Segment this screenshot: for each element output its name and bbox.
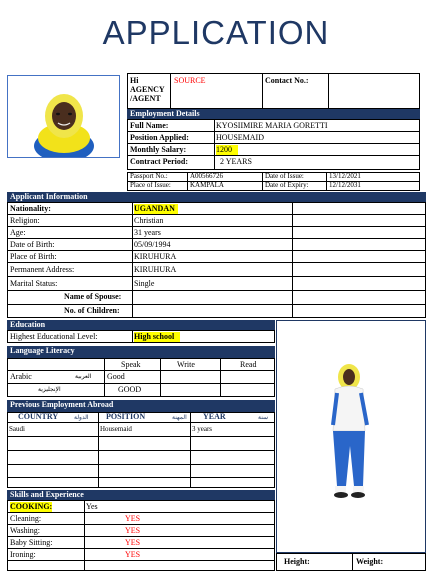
full-body-image — [277, 321, 425, 552]
prev-col-year-ar: سنة — [258, 415, 269, 421]
spouse-label: Name of Spouse: — [64, 292, 122, 301]
age-label: Age: — [10, 228, 26, 237]
lang-col-write: Write — [177, 360, 195, 369]
lang-arabic-ar: العربية — [75, 374, 92, 380]
expiry-date-value: 12/12/2031 — [329, 181, 361, 189]
passport-no-value: A00566726 — [190, 172, 224, 180]
children-label: No. of Children: — [64, 306, 120, 315]
applicant-headshot — [7, 75, 120, 158]
place-of-issue-value: KAMPALA — [190, 181, 224, 189]
prev-col-position: POSITION — [106, 412, 146, 421]
salary-value: 1200 — [216, 145, 238, 155]
contact-label: Contact No.: — [265, 76, 309, 85]
skill-babysitting-value: YES — [125, 538, 141, 547]
religion-label: Religion: — [10, 216, 40, 225]
dob-value: 05/09/1994 — [134, 240, 171, 249]
lang-english-speak: GOOD — [118, 385, 142, 394]
nationality-label: Nationality: — [10, 204, 51, 213]
dob-label: Date of Birth: — [10, 240, 55, 249]
skills-header: Skills and Experience — [7, 490, 275, 500]
prev-col-position-ar: المهنة — [172, 415, 187, 421]
previous-employment-header: Previous Employment Abroad — [7, 400, 275, 412]
nationality-value: UGANDAN — [134, 204, 178, 214]
page-title: APPLICATION — [102, 14, 330, 51]
full-name-label: Full Name: — [130, 121, 169, 130]
applicant-header: Applicant Information — [7, 192, 426, 202]
prev-col-year: YEAR — [203, 412, 226, 421]
skill-babysitting-label: Baby Sitting: — [10, 538, 53, 547]
prev-row-position: Housemaid — [100, 425, 132, 433]
weight-label: Weight: — [356, 557, 384, 566]
issue-date-label: Date of Issue: — [265, 172, 304, 180]
language-header: Language Literacy — [7, 346, 275, 358]
skill-cooking-value: Yes — [86, 502, 98, 511]
employment-header: Employment Details — [127, 109, 420, 119]
lang-english-ar: الإنجليزية — [38, 387, 61, 393]
headshot-image — [8, 76, 119, 157]
prev-row-country: Saudi — [9, 425, 25, 433]
passport-no-label: Passport No.: — [130, 172, 168, 180]
contract-value: 2 YEARS — [220, 157, 252, 166]
lang-col-speak: Speak — [121, 360, 141, 369]
skill-cleaning-label: Cleaning: — [10, 514, 42, 523]
contract-label: Contract Period: — [130, 157, 188, 166]
education-level-value: High school — [134, 332, 180, 342]
religion-value: Christian — [134, 216, 164, 225]
skill-cleaning-value: YES — [125, 514, 141, 523]
education-level-label: Highest Educational Level: — [10, 332, 98, 341]
expiry-date-label: Date of Expiry: — [265, 181, 309, 189]
agency-source: SOURCE — [174, 76, 206, 85]
prev-row-years: 3 years — [192, 425, 213, 433]
marital-status-label: Marital Status: — [10, 279, 58, 288]
prev-col-country: COUNTRY — [18, 412, 59, 421]
skill-washing-label: Washing: — [10, 526, 41, 535]
marital-status-value: Single — [134, 279, 155, 288]
full-name-value: KYOSIIMIRE MARIA GORETTI — [216, 121, 328, 130]
skill-ironing-value: YES — [125, 550, 141, 559]
position-label: Position Applied: — [130, 133, 189, 142]
address-label: Permanent Address: — [10, 265, 75, 274]
place-of-birth-value: KIRUHURA — [134, 252, 177, 261]
skill-ironing-label: Ironing: — [10, 550, 36, 559]
prev-col-country-ar: الدولة — [74, 415, 89, 421]
education-header: Education — [7, 320, 275, 330]
address-value: KIRUHURA — [134, 265, 177, 274]
agency-label-hi: Hi — [130, 76, 139, 85]
lang-arabic-label: Arabic — [10, 372, 32, 381]
skill-washing-value: YES — [125, 526, 141, 535]
full-body-photo — [276, 320, 426, 553]
age-value: 31 years — [134, 228, 161, 237]
skill-cooking-label: COOKING: — [10, 502, 53, 511]
salary-label: Monthly Salary: — [130, 145, 187, 154]
lang-arabic-speak: Good — [107, 372, 125, 381]
place-of-birth-label: Place of Birth: — [10, 252, 57, 261]
issue-date-value: 13/12/2021 — [329, 172, 361, 180]
place-of-issue-label: Place of Issue: — [130, 181, 171, 189]
lang-col-read: Read — [240, 360, 257, 369]
position-value: HOUSEMAID — [216, 133, 264, 142]
height-label: Height: — [284, 557, 310, 566]
agency-label-agency: AGENCY — [130, 85, 165, 94]
agency-label-agent: /AGENT — [130, 94, 161, 103]
